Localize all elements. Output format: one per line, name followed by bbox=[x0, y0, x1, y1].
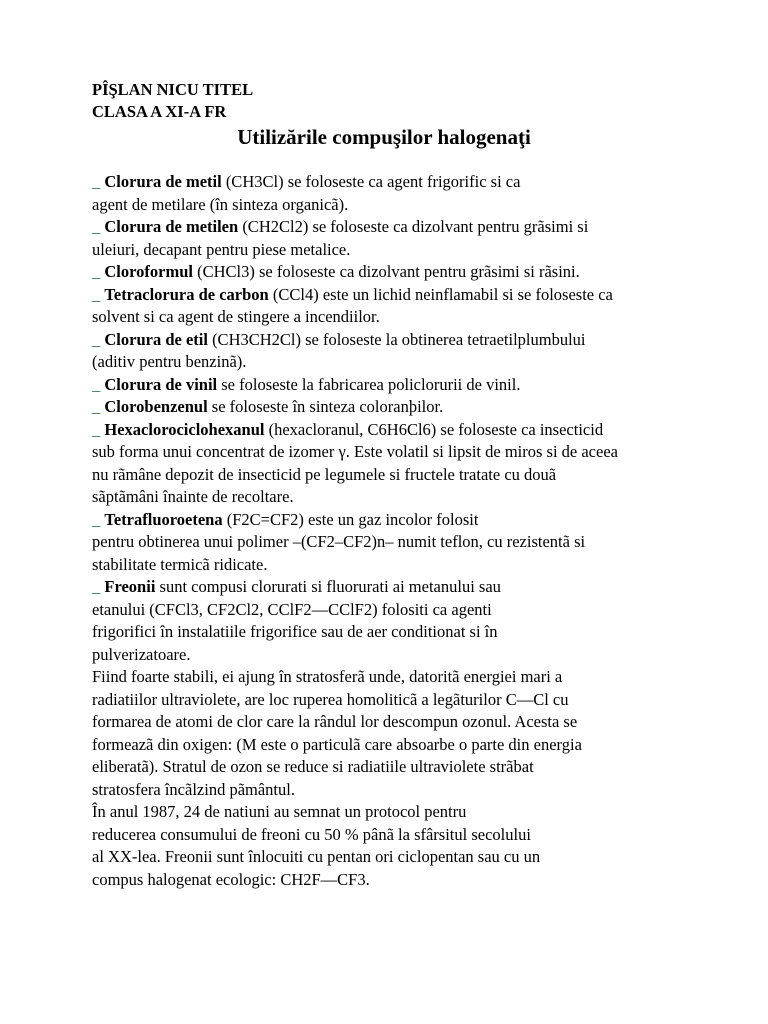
text-line bbox=[92, 576, 732, 599]
line-text: pentru obtinerea unui polimer –(CF2–CF2)n– numit teflon, cu rezistentã si bbox=[92, 532, 586, 551]
text-line bbox=[92, 621, 732, 644]
text-line bbox=[92, 419, 732, 442]
bullet-dash: _ bbox=[92, 172, 105, 191]
page-title: Utilizările compuşilor halogenaţi bbox=[237, 125, 531, 149]
bullet-dash: _ bbox=[92, 419, 105, 439]
line-text: sãptãmâni înainte de recoltare. bbox=[92, 487, 294, 506]
compound-term: Clorura de metil bbox=[104, 172, 222, 191]
text-line bbox=[92, 644, 732, 667]
text-line bbox=[92, 509, 732, 532]
text-line bbox=[92, 531, 732, 554]
text-line bbox=[92, 801, 732, 824]
compound-term: Clorura de metilen bbox=[104, 217, 239, 236]
line-text: nu rãmâne depozit de insecticid pe legumele si fructele tratate cu douã bbox=[92, 464, 557, 484]
line-text: se foloseste în sinteza coloranþilor. bbox=[207, 397, 444, 416]
line-text: al XX-lea. Freonii sunt înlocuiti cu pentan ori ciclopentan sau cu un bbox=[92, 847, 541, 866]
line-text: (CH3CH2Cl) se foloseste la obtinerea tetraetilplumbului bbox=[207, 329, 586, 349]
text-line bbox=[92, 441, 732, 464]
text-line bbox=[92, 666, 732, 689]
text-line bbox=[92, 216, 732, 239]
bullet-dash: _ bbox=[92, 509, 105, 529]
line-text: (CCl4) este un lichid neinflamabil si se foloseste ca bbox=[268, 284, 613, 304]
text-line bbox=[92, 599, 732, 622]
line-text: radiatiilor ultraviolete, are loc ruperea homoliticã a legãturilor C—Cl cu bbox=[92, 689, 569, 709]
text-line bbox=[92, 351, 732, 374]
line-text: (CHCl3) se foloseste ca dizolvant pentru grãsimi si rãsini. bbox=[192, 262, 580, 281]
line-text: etanului (CFCl3, CF2Cl2, CClF2—CClF2) folositi ca agenti bbox=[92, 599, 492, 619]
text-line bbox=[92, 846, 732, 869]
text-line bbox=[92, 306, 732, 329]
compound-term: Tetrafluoroetena bbox=[104, 509, 223, 529]
compound-term: Cloroformul bbox=[104, 262, 193, 281]
compound-term: Freonii bbox=[104, 577, 156, 596]
text-line bbox=[92, 734, 732, 757]
line-text: (F2C=CF2) este un gaz incolor folosit bbox=[222, 509, 479, 529]
line-text: stratosfera încãlzind pãmântul. bbox=[92, 779, 295, 799]
line-text: (hexacloranul, C6H6Cl6) se foloseste ca insecticid bbox=[264, 419, 604, 439]
bullet-dash: _ bbox=[92, 284, 105, 304]
line-text: solvent si ca agent de stingere a incendiilor. bbox=[92, 307, 380, 326]
compound-term: Clorura de etil bbox=[104, 329, 208, 349]
line-text: formeazã din oxigen: (M este o particulã care absoarbe o parte din energia bbox=[92, 734, 582, 754]
line-text: compus halogenat ecologic: CH2F—CF3. bbox=[92, 869, 370, 889]
line-text: pulverizatoare. bbox=[92, 644, 191, 664]
line-text: frigorifici în instalatiile frigorifice sau de aer conditionat si în bbox=[92, 622, 498, 641]
text-line bbox=[92, 486, 732, 509]
line-text: stabilitate termicã ridicate. bbox=[92, 554, 268, 574]
line-text: (aditiv pentru benzinã). bbox=[92, 352, 247, 371]
text-line bbox=[92, 261, 732, 284]
text-line bbox=[92, 711, 732, 734]
compound-term: Clorura de vinil bbox=[104, 374, 218, 394]
line-text: uleiuri, decapant pentru piese metalice. bbox=[92, 239, 351, 259]
text-line bbox=[92, 779, 732, 802]
text-line bbox=[92, 396, 732, 419]
text-line bbox=[92, 824, 732, 847]
text-line bbox=[92, 239, 732, 262]
bullet-dash: _ bbox=[92, 374, 105, 394]
class-label: CLASA A XI-A FR bbox=[92, 102, 227, 121]
text-line bbox=[92, 171, 732, 194]
compound-term: Tetraclorura de carbon bbox=[104, 284, 269, 304]
text-line bbox=[92, 554, 732, 577]
line-text: formarea de atomi de clor care la rândul lor descompun ozonul. Acesta se bbox=[92, 712, 578, 731]
document-body bbox=[92, 171, 732, 891]
line-text: eliberatã). Stratul de ozon se reduce si radiatiile ultraviolete strãbat bbox=[92, 757, 534, 776]
compound-term: Clorobenzenul bbox=[104, 397, 208, 416]
document-page bbox=[92, 79, 732, 891]
bullet-dash: _ bbox=[92, 217, 105, 236]
text-line bbox=[92, 374, 732, 397]
text-line bbox=[92, 689, 732, 712]
line-text: Fiind foarte stabili, ei ajung în stratosferã unde, datoritã energiei mari a bbox=[92, 667, 563, 686]
bullet-dash: _ bbox=[92, 262, 105, 281]
text-line bbox=[92, 756, 732, 779]
text-line bbox=[92, 329, 732, 352]
text-line bbox=[92, 464, 732, 487]
compound-term: Hexaclorociclohexanul bbox=[104, 419, 265, 439]
bullet-dash: _ bbox=[92, 397, 105, 416]
text-line bbox=[92, 284, 732, 307]
bullet-dash: _ bbox=[92, 329, 105, 349]
author-name: PÎŞLAN NICU TITEL bbox=[92, 80, 254, 99]
line-text: se foloseste la fabricarea policlorurii de vinil. bbox=[217, 374, 521, 394]
line-text: sunt compusi clorurati si fluorurati ai metanului sau bbox=[155, 577, 501, 596]
text-line bbox=[92, 869, 732, 892]
line-text: În anul 1987, 24 de natiuni au semnat un protocol pentru bbox=[92, 802, 467, 821]
line-text: (CH3Cl) se foloseste ca agent frigorific si ca bbox=[221, 172, 521, 191]
text-line bbox=[92, 194, 732, 217]
line-text: agent de metilare (în sinteza organicã). bbox=[92, 194, 349, 214]
line-text: (CH2Cl2) se foloseste ca dizolvant pentru grãsimi si bbox=[238, 217, 589, 236]
line-text: reducerea consumului de freoni cu 50 % pânã la sfârsitul secolului bbox=[92, 824, 531, 844]
bullet-dash: _ bbox=[92, 577, 105, 596]
line-text: sub forma unui concentrat de izomer γ. Este volatil si lipsit de miros si de aceea bbox=[92, 442, 618, 461]
